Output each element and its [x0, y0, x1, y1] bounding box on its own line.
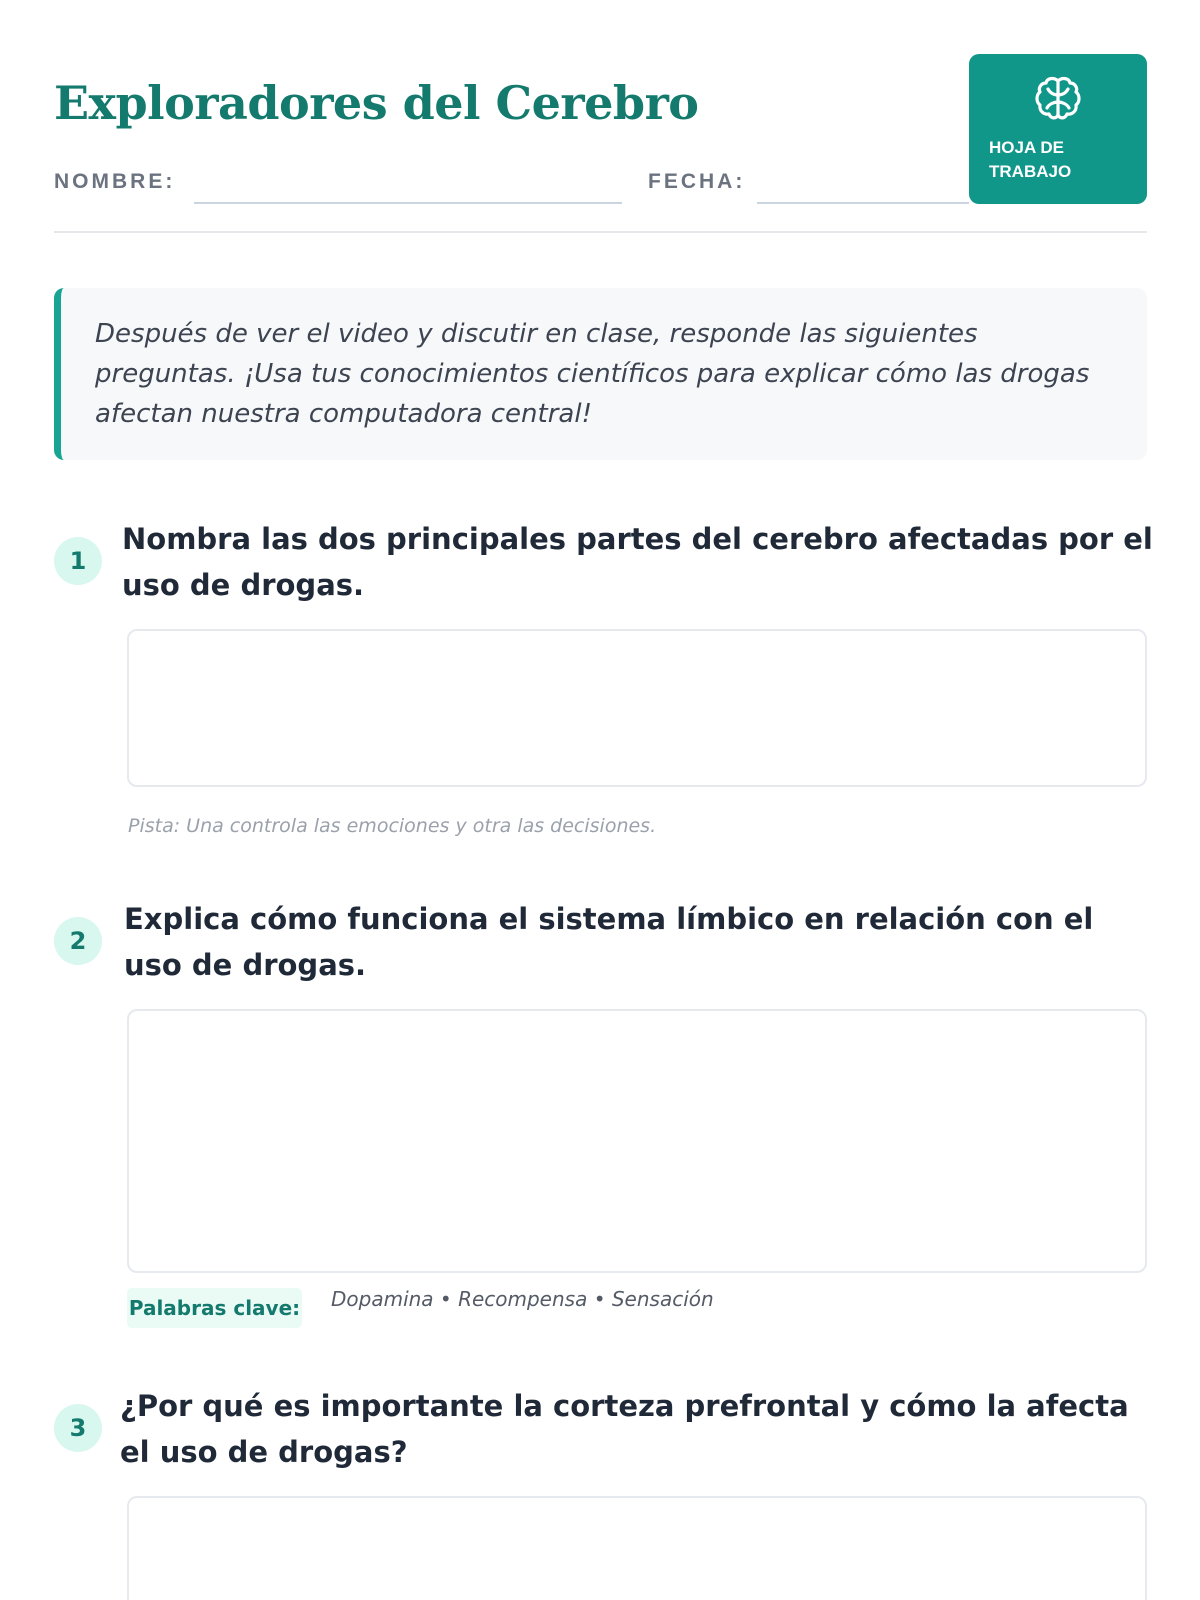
hint-text: Pista: Una controla las emociones y otra las decisiones.	[128, 815, 657, 837]
answer-box-2[interactable]	[127, 1009, 1147, 1273]
badge-label: HOJA DE TRABAJO	[989, 138, 1072, 181]
question-number: 3	[54, 1404, 102, 1452]
worksheet-badge	[969, 54, 1147, 204]
header-divider	[54, 231, 1147, 233]
question-text: Nombra las dos principales partes del cerebro afectadas por el uso de drogas.	[122, 522, 1153, 602]
date-field[interactable]	[757, 202, 969, 204]
question-text: ¿Por qué es importante la corteza prefrontal y cómo la afecta el uso de drogas?	[120, 1389, 1129, 1469]
keywords-list: Dopamina • Recompensa • Sensación	[331, 1287, 714, 1311]
question-number: 1	[54, 537, 102, 585]
question-text: Explica cómo funciona el sistema límbico en relación con el uso de drogas.	[124, 902, 1094, 982]
page-title: Exploradores del Cerebro	[54, 76, 699, 130]
date-label: FECHA:	[648, 170, 746, 193]
brain-icon	[1033, 74, 1083, 122]
name-field[interactable]	[194, 202, 622, 204]
answer-box-1[interactable]	[127, 629, 1147, 787]
keywords-label: Palabras clave:	[127, 1288, 302, 1328]
name-label: NOMBRE:	[54, 170, 176, 193]
question-number: 2	[54, 917, 102, 965]
instructions-text: Después de ver el video y discutir en clase, responde las siguientes preguntas. ¡Usa tus conocimientos científicos para explicar cómo las drogas afectan nuestra computadora central!	[95, 319, 1090, 429]
instructions-callout	[54, 288, 1147, 460]
answer-box-3[interactable]	[127, 1496, 1147, 1600]
